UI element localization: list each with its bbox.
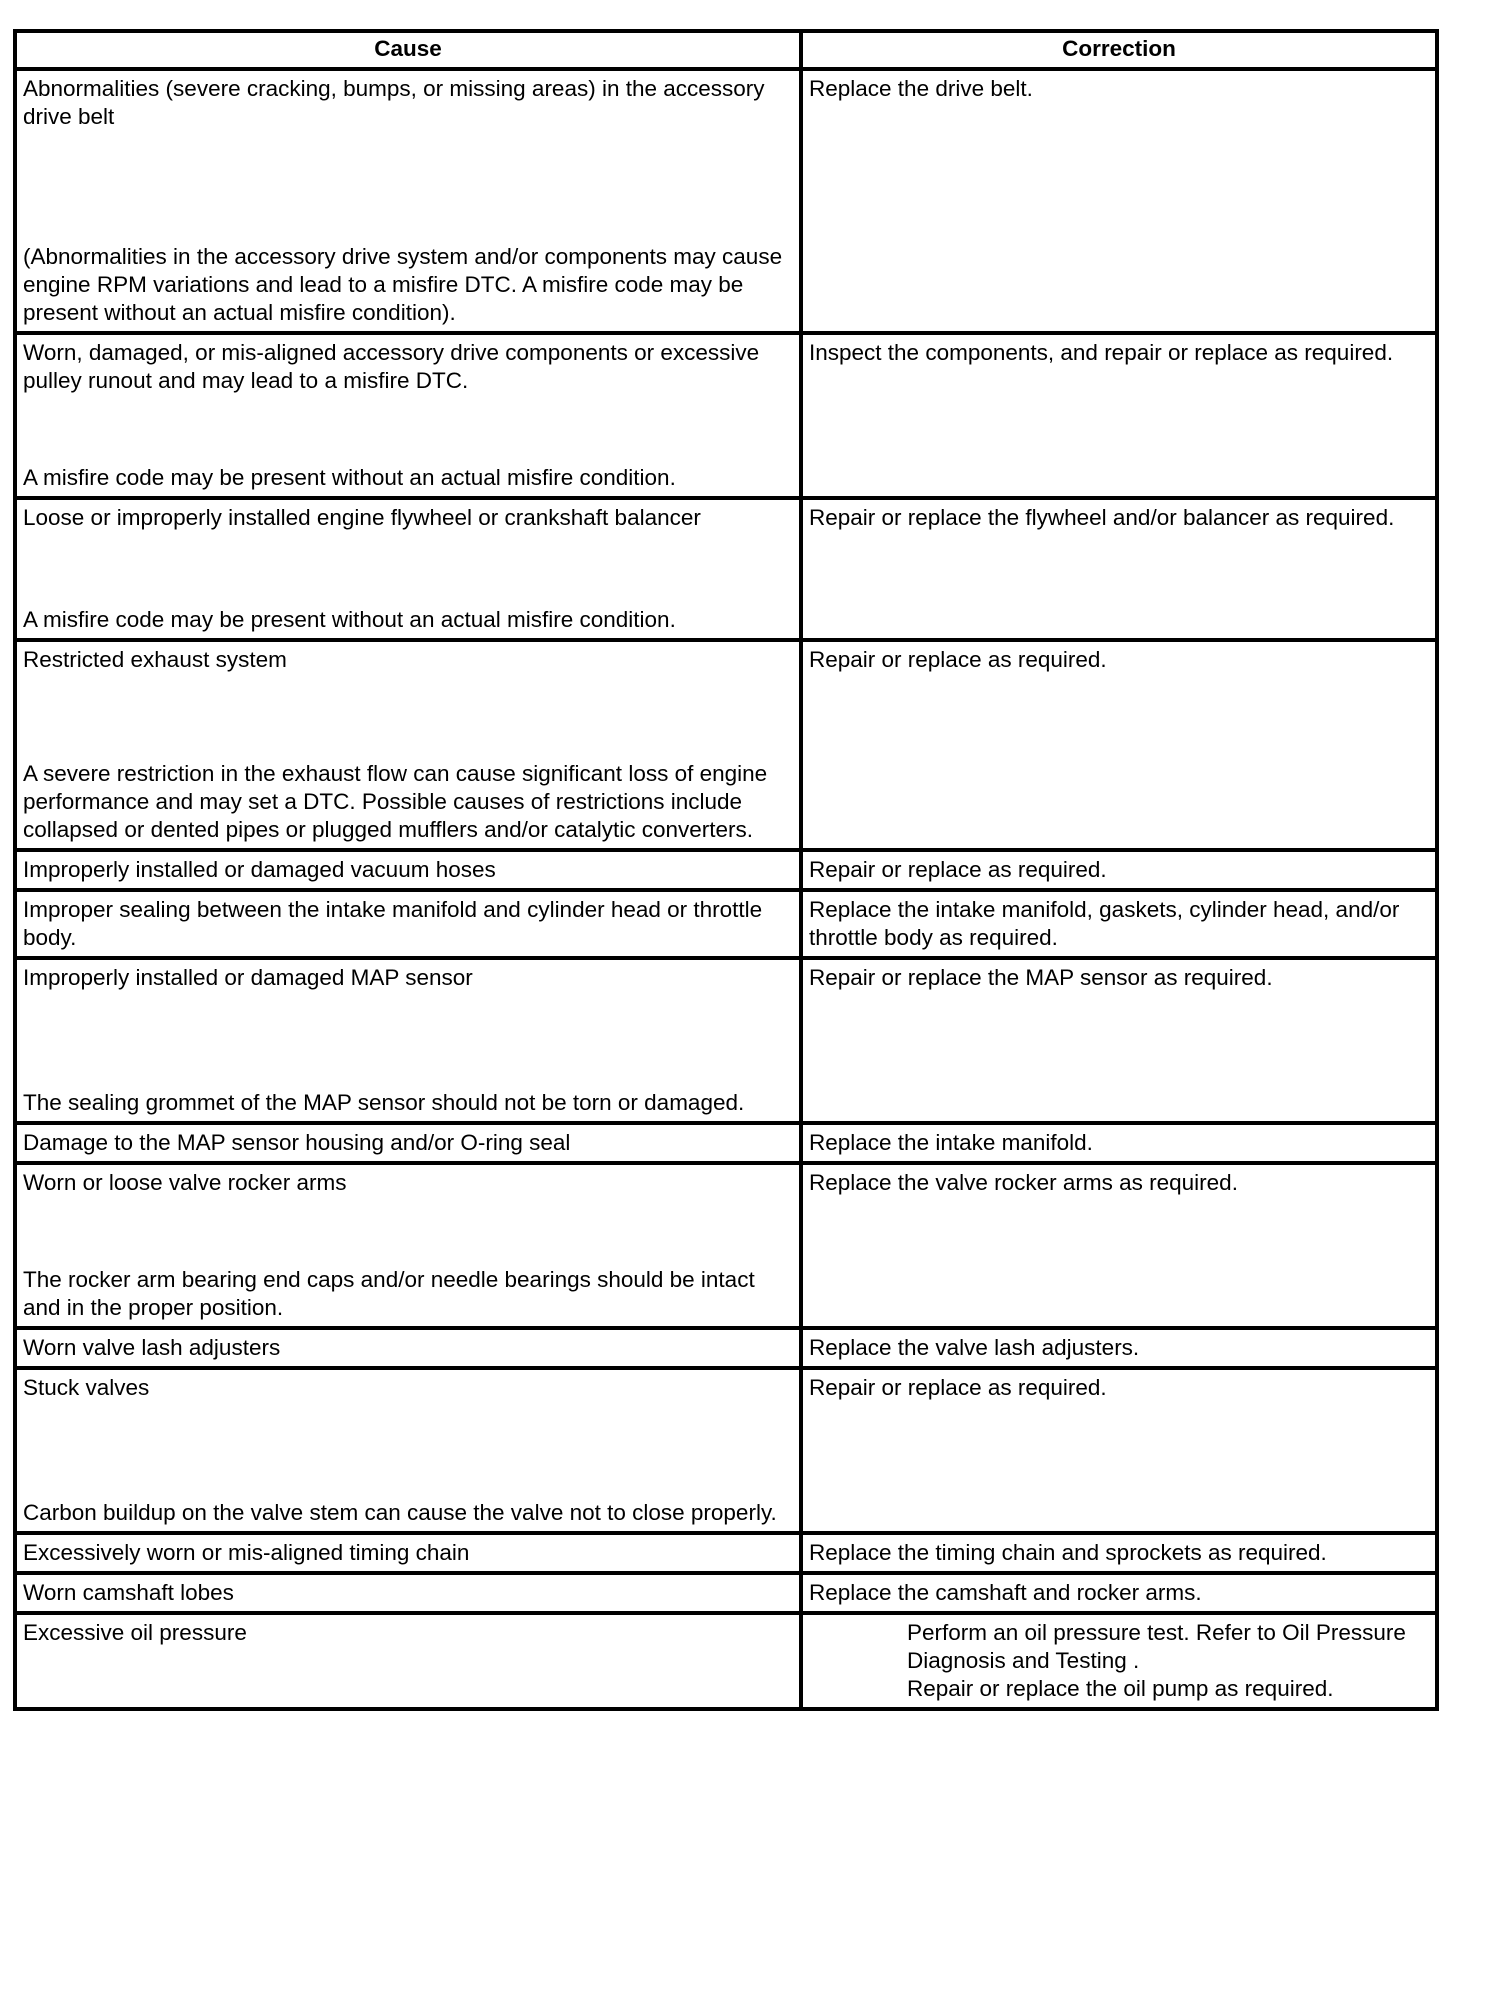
correction-text: Repair or replace the MAP sensor as required. <box>809 965 1273 990</box>
cause-text: Improperly installed or damaged vacuum hoses <box>23 857 496 882</box>
correction-cell <box>801 333 1437 498</box>
correction-text: Repair or replace as required. <box>809 1375 1107 1400</box>
correction-column-header: Correction <box>801 31 1437 69</box>
table-row <box>15 1533 1437 1573</box>
correction-text: Perform an oil pressure test. Refer to Oil Pressure Diagnosis and Testing . <box>907 1620 1406 1673</box>
cause-text: Excessively worn or mis-aligned timing chain <box>23 1540 470 1565</box>
cause-text: Worn camshaft lobes <box>23 1580 234 1605</box>
cause-cell <box>15 1573 801 1613</box>
table-row <box>15 1368 1437 1533</box>
correction-text: Replace the drive belt. <box>809 76 1033 101</box>
cause-cell <box>15 1533 801 1573</box>
correction-cell <box>801 640 1437 850</box>
correction-text: Replace the valve lash adjusters. <box>809 1335 1140 1360</box>
cause-text: Restricted exhaust system <box>23 647 287 672</box>
cause-cell <box>15 1368 801 1533</box>
cause-note: The sealing grommet of the MAP sensor should not be torn or damaged. <box>23 1090 745 1115</box>
cause-cell <box>15 1328 801 1368</box>
correction-cell <box>801 1613 1437 1709</box>
table-row <box>15 958 1437 1123</box>
table-row <box>15 850 1437 890</box>
correction-cell <box>801 1573 1437 1613</box>
correction-cell <box>801 1123 1437 1163</box>
cause-cell <box>15 1163 801 1328</box>
cause-text: Improper sealing between the intake manifold and cylinder head or throttle body. <box>23 897 763 950</box>
cause-text: Excessive oil pressure <box>23 1620 247 1645</box>
cause-cell <box>15 640 801 850</box>
table-row <box>15 1163 1437 1328</box>
correction-text: Replace the camshaft and rocker arms. <box>809 1580 1202 1605</box>
table-row <box>15 1613 1437 1709</box>
cause-cell <box>15 1613 801 1709</box>
correction-cell <box>801 850 1437 890</box>
cause-note: (Abnormalities in the accessory drive system and/or components may cause engine RPM variations and lead to a misfire DTC. A misfire code may be present without an actual misfire condition). <box>23 244 783 325</box>
cause-text: Abnormalities (severe cracking, bumps, or missing areas) in the accessory drive belt <box>23 76 765 129</box>
cause-cell <box>15 850 801 890</box>
table-row <box>15 640 1437 850</box>
table-row <box>15 1573 1437 1613</box>
diagnosis-table <box>13 29 1439 1711</box>
cause-column-header: Cause <box>15 31 801 69</box>
cause-note: A misfire code may be present without an actual misfire condition. <box>23 465 676 490</box>
correction-cell <box>801 69 1437 333</box>
correction-cell <box>801 498 1437 640</box>
cause-text: Damage to the MAP sensor housing and/or O-ring seal <box>23 1130 571 1155</box>
correction-text: Repair or replace the oil pump as required. <box>907 1676 1334 1701</box>
cause-cell <box>15 498 801 640</box>
table-row <box>15 333 1437 498</box>
cause-note: The rocker arm bearing end caps and/or needle bearings should be intact and in the proper position. <box>23 1267 755 1320</box>
correction-text: Repair or replace as required. <box>809 647 1107 672</box>
cause-text: Improperly installed or damaged MAP sensor <box>23 965 473 990</box>
correction-cell <box>801 1368 1437 1533</box>
correction-text: Replace the timing chain and sprockets as required. <box>809 1540 1327 1565</box>
cause-text: Stuck valves <box>23 1375 150 1400</box>
table-row <box>15 69 1437 333</box>
table-row <box>15 1328 1437 1368</box>
cause-cell <box>15 1123 801 1163</box>
cause-note: A severe restriction in the exhaust flow can cause significant loss of engine performance and may set a DTC. Possible causes of restrictions include collapsed or dented pipes or plugged mufflers and/or catalytic converters. <box>23 761 768 842</box>
cause-cell <box>15 69 801 333</box>
table-row <box>15 890 1437 958</box>
correction-text: Inspect the components, and repair or replace as required. <box>809 340 1394 365</box>
correction-cell <box>801 1328 1437 1368</box>
cause-text: Loose or improperly installed engine flywheel or crankshaft balancer <box>23 505 701 530</box>
correction-cell <box>801 958 1437 1123</box>
correction-cell <box>801 1533 1437 1573</box>
correction-text: Replace the intake manifold. <box>809 1130 1093 1155</box>
cause-cell <box>15 958 801 1123</box>
table-row <box>15 1123 1437 1163</box>
correction-cell <box>801 890 1437 958</box>
correction-text: Replace the valve rocker arms as required. <box>809 1170 1238 1195</box>
cause-note: Carbon buildup on the valve stem can cause the valve not to close properly. <box>23 1500 777 1525</box>
header-row <box>15 31 1437 69</box>
correction-text: Replace the intake manifold, gaskets, cylinder head, and/or throttle body as required. <box>809 897 1400 950</box>
cause-cell <box>15 333 801 498</box>
table-body <box>15 69 1437 1709</box>
correction-text: Repair or replace the flywheel and/or balancer as required. <box>809 505 1395 530</box>
cause-cell <box>15 890 801 958</box>
correction-cell <box>801 1163 1437 1328</box>
cause-text: Worn, damaged, or mis-aligned accessory drive components or excessive pulley runout and may lead to a misfire DTC. <box>23 340 760 393</box>
cause-note: A misfire code may be present without an actual misfire condition. <box>23 607 676 632</box>
cause-text: Worn valve lash adjusters <box>23 1335 281 1360</box>
correction-text: Repair or replace as required. <box>809 857 1107 882</box>
table-row <box>15 498 1437 640</box>
cause-text: Worn or loose valve rocker arms <box>23 1170 347 1195</box>
